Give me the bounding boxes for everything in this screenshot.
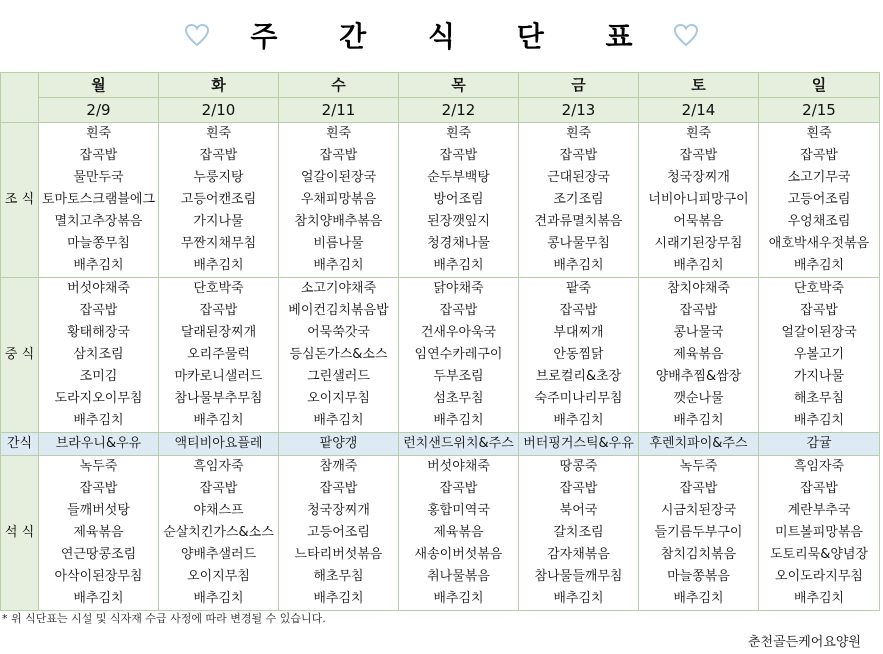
menu-item: 잡곡밥 xyxy=(800,303,838,318)
menu-item: 시래기된장무침 xyxy=(654,236,743,251)
day-header: 일 xyxy=(759,73,880,98)
menu-item: 삼치조림 xyxy=(73,347,124,362)
menu-item: 흰죽 xyxy=(325,126,352,141)
menu-item: 감자채볶음 xyxy=(547,547,610,562)
menu-item: 가지나물 xyxy=(193,214,244,229)
menu-item: 북어국 xyxy=(559,503,598,518)
title-bar xyxy=(0,12,883,58)
menu-item: 소고기야채죽 xyxy=(300,281,377,296)
menu-item: 흰죽 xyxy=(205,126,232,141)
menu-item: 잡곡밥 xyxy=(559,303,598,318)
dinner-menu-cell xyxy=(159,456,279,611)
menu-item: 참나물들깨무침 xyxy=(534,569,623,584)
menu-item: 배추김치 xyxy=(673,258,724,273)
lunch-menu-cell xyxy=(279,278,399,433)
menu-item: 오이지무침 xyxy=(187,569,250,584)
menu-item: 잡곡밥 xyxy=(79,303,118,318)
menu-item: 취나물볶음 xyxy=(427,569,490,584)
menu-item: 배추김치 xyxy=(193,591,244,606)
menu-item: 버섯야채죽 xyxy=(427,459,490,474)
menu-item: 멸치고추장볶음 xyxy=(54,214,143,229)
menu-item: 녹두죽 xyxy=(79,459,118,474)
dinner-menu-cell xyxy=(519,456,639,611)
menu-item: 참치양배추볶음 xyxy=(294,214,383,229)
menu-item: 잡곡밥 xyxy=(559,481,598,496)
date-header: 2/13 xyxy=(519,98,639,123)
menu-item: 버섯야채죽 xyxy=(67,281,130,296)
meal-label-breakfast xyxy=(1,123,39,278)
menu-item: 배추김치 xyxy=(433,413,484,428)
snack-menu-cell: 후렌치파이&주스 xyxy=(639,433,759,456)
menu-item: 참치야채죽 xyxy=(667,281,730,296)
menu-item: 제육볶음 xyxy=(73,525,124,540)
breakfast-menu-cell xyxy=(279,123,399,278)
menu-item: 조미김 xyxy=(79,369,118,384)
menu-item: 배추김치 xyxy=(673,413,724,428)
meal-label-text: 중 식 xyxy=(4,347,35,362)
breakfast-menu-cell xyxy=(39,123,159,278)
meal-label-snack xyxy=(1,433,39,456)
lunch-menu-cell xyxy=(399,278,519,433)
menu-item: 배추김치 xyxy=(793,413,845,428)
menu-item: 청국장찌개 xyxy=(307,503,370,518)
date-header: 2/15 xyxy=(759,98,880,123)
heart-icon xyxy=(673,23,699,47)
menu-item: 배추김치 xyxy=(793,258,845,273)
menu-item: 팥죽 xyxy=(565,281,592,296)
snack-menu-cell: 런치샌드위치&주스 xyxy=(399,433,519,456)
date-header: 2/10 xyxy=(159,98,279,123)
menu-item: 잡곡밥 xyxy=(79,148,118,163)
dinner-menu-cell xyxy=(759,456,880,611)
menu-item: 양배추샐러드 xyxy=(180,547,257,562)
menu-item: 참치김치볶음 xyxy=(660,547,737,562)
menu-item: 부대찌개 xyxy=(553,325,604,340)
dinner-menu-cell xyxy=(399,456,519,611)
menu-item: 그린샐러드 xyxy=(307,369,370,384)
meal-label-text: 간식 xyxy=(6,436,33,451)
menu-item: 잡곡밥 xyxy=(679,481,718,496)
menu-item: 브로컬리&초장 xyxy=(535,369,622,384)
lunch-menu-cell xyxy=(519,278,639,433)
menu-item: 흰죽 xyxy=(685,126,712,141)
menu-item: 배추김치 xyxy=(553,413,604,428)
menu-item: 배추김치 xyxy=(673,591,724,606)
menu-item: 등심돈가스&소스 xyxy=(289,347,388,362)
menu-item: 미트볼피망볶음 xyxy=(775,525,863,540)
menu-item: 갈치조림 xyxy=(553,525,604,540)
menu-item: 콩나물국 xyxy=(673,325,724,340)
menu-item: 배추김치 xyxy=(73,591,124,606)
date-header: 2/12 xyxy=(399,98,519,123)
menu-item: 잡곡밥 xyxy=(559,148,598,163)
organization-name: 춘천골든케어요양원 xyxy=(747,635,861,650)
menu-item: 가지나물 xyxy=(793,369,845,384)
menu-item: 근대된장국 xyxy=(547,170,610,185)
corner-cell xyxy=(1,73,39,123)
menu-item: 비름나물 xyxy=(313,236,364,251)
dinner-menu-cell xyxy=(39,456,159,611)
menu-item: 고등어조림 xyxy=(787,192,851,207)
lunch-menu-cell xyxy=(159,278,279,433)
menu-item: 잡곡밥 xyxy=(439,303,478,318)
menu-item: 마카로니샐러드 xyxy=(174,369,263,384)
menu-item: 순살치킨가스&소스 xyxy=(163,525,274,540)
menu-item: 배추김치 xyxy=(793,591,845,606)
date-header: 2/14 xyxy=(639,98,759,123)
snack-menu-cell: 감귤 xyxy=(759,433,880,456)
menu-item: 깻순나물 xyxy=(673,391,724,406)
menu-item: 두부조림 xyxy=(433,369,484,384)
menu-item: 흰죽 xyxy=(85,126,112,141)
menu-item: 섬초무침 xyxy=(433,391,484,406)
menu-item: 건새우아욱국 xyxy=(420,325,497,340)
breakfast-menu-cell xyxy=(759,123,880,278)
lunch-menu-cell xyxy=(639,278,759,433)
menu-item: 야채스프 xyxy=(193,503,244,518)
menu-item: 단호박죽 xyxy=(193,281,244,296)
menu-item: 잡곡밥 xyxy=(800,148,838,163)
meal-label-dinner xyxy=(1,456,39,611)
menu-item: 아삭이된장무침 xyxy=(54,569,143,584)
menu-item: 황태해장국 xyxy=(67,325,130,340)
menu-item: 잡곡밥 xyxy=(679,148,718,163)
menu-item: 배추김치 xyxy=(553,258,604,273)
menu-item: 배추김치 xyxy=(313,258,364,273)
meal-label-text: 석 식 xyxy=(4,525,35,540)
menu-item: 어묵쑥갓국 xyxy=(307,325,370,340)
menu-item: 잡곡밥 xyxy=(439,481,478,496)
menu-item: 우엉채조림 xyxy=(787,214,851,229)
menu-item: 어묵볶음 xyxy=(673,214,724,229)
menu-item: 오리주물럭 xyxy=(187,347,250,362)
breakfast-menu-cell xyxy=(159,123,279,278)
menu-item: 토마토스크램블에그 xyxy=(41,192,156,207)
menu-item: 시금치된장국 xyxy=(660,503,737,518)
page-title: 주 간 식 단 표 xyxy=(250,20,659,53)
menu-item: 청경채나물 xyxy=(427,236,490,251)
breakfast-menu-cell xyxy=(399,123,519,278)
menu-item: 제육볶음 xyxy=(673,347,724,362)
menu-item: 도라지오이무침 xyxy=(54,391,143,406)
menu-item: 새송이버섯볶음 xyxy=(414,547,503,562)
menu-item: 누룽지탕 xyxy=(193,170,244,185)
meal-label-lunch xyxy=(1,278,39,433)
menu-item: 닭야채죽 xyxy=(433,281,484,296)
menu-item: 단호박죽 xyxy=(793,281,845,296)
menu-item: 얼갈이된장국 xyxy=(300,170,377,185)
menu-item: 고등어캔조림 xyxy=(180,192,257,207)
menu-item: 청국장찌개 xyxy=(667,170,730,185)
menu-item: 배추김치 xyxy=(553,591,604,606)
menu-item: 흰죽 xyxy=(565,126,592,141)
menu-item: 계란부추국 xyxy=(787,503,851,518)
menu-item: 참나물부추무침 xyxy=(174,391,263,406)
date-header: 2/11 xyxy=(279,98,399,123)
snack-menu-cell: 액티비아요플레 xyxy=(159,433,279,456)
day-header: 토 xyxy=(639,73,759,98)
menu-item: 들깨버섯탕 xyxy=(67,503,130,518)
menu-item: 흰죽 xyxy=(806,126,832,141)
menu-item: 땅콩죽 xyxy=(559,459,598,474)
menu-item: 달래된장찌개 xyxy=(180,325,257,340)
menu-item: 배추김치 xyxy=(193,258,244,273)
day-header: 목 xyxy=(399,73,519,98)
menu-item: 콩나물무침 xyxy=(547,236,610,251)
menu-item: 잡곡밥 xyxy=(199,148,238,163)
menu-item: 잡곡밥 xyxy=(800,481,838,496)
menu-item: 배추김치 xyxy=(433,258,484,273)
snack-menu-cell: 브라우니&우유 xyxy=(39,433,159,456)
menu-item: 우볼고기 xyxy=(793,347,845,362)
menu-item: 조기조림 xyxy=(553,192,604,207)
menu-item: 양배추찜&쌈장 xyxy=(655,369,742,384)
menu-item: 제육볶음 xyxy=(433,525,484,540)
day-header: 금 xyxy=(519,73,639,98)
menu-item: 흑임자죽 xyxy=(193,459,244,474)
snack-menu-cell: 버터핑거스틱&우유 xyxy=(519,433,639,456)
footer-note: * 위 식단표는 시설 및 식자재 수급 사정에 따라 변경될 수 있습니다. xyxy=(2,612,326,625)
menu-item: 홍합미역국 xyxy=(427,503,490,518)
menu-item: 들기름두부구이 xyxy=(654,525,743,540)
menu-item: 숙주미나리무침 xyxy=(534,391,623,406)
menu-item: 방어조림 xyxy=(433,192,484,207)
menu-item: 잡곡밥 xyxy=(199,303,238,318)
menu-item: 느타리버섯볶음 xyxy=(294,547,383,562)
menu-item: 참깨죽 xyxy=(319,459,358,474)
lunch-menu-cell xyxy=(39,278,159,433)
menu-item: 배추김치 xyxy=(73,413,124,428)
menu-item: 순두부백탕 xyxy=(427,170,490,185)
breakfast-menu-cell xyxy=(639,123,759,278)
menu-item: 연근땅콩조림 xyxy=(60,547,137,562)
snack-menu-cell: 팥양갱 xyxy=(279,433,399,456)
menu-item: 해초무침 xyxy=(793,391,845,406)
dinner-menu-cell xyxy=(279,456,399,611)
menu-item: 잡곡밥 xyxy=(199,481,238,496)
menu-item: 너비아니피망구이 xyxy=(648,192,749,207)
breakfast-menu-cell xyxy=(519,123,639,278)
menu-item: 잡곡밥 xyxy=(319,148,358,163)
menu-item: 잡곡밥 xyxy=(679,303,718,318)
menu-item: 얼갈이된장국 xyxy=(781,325,857,340)
heart-icon xyxy=(184,23,210,47)
menu-item: 임연수카레구이 xyxy=(414,347,503,362)
menu-item: 도토리묵&양념장 xyxy=(769,547,869,562)
menu-item: 물만두국 xyxy=(73,170,124,185)
menu-item: 배추김치 xyxy=(313,413,364,428)
lunch-menu-cell xyxy=(759,278,880,433)
menu-item: 배추김치 xyxy=(433,591,484,606)
menu-item: 오이지무침 xyxy=(307,391,370,406)
weekly-menu-table xyxy=(0,72,880,611)
menu-item: 오이도라지무침 xyxy=(775,569,863,584)
menu-item: 소고기무국 xyxy=(787,170,851,185)
menu-item: 안동찜닭 xyxy=(553,347,604,362)
day-header: 수 xyxy=(279,73,399,98)
menu-item: 우채피망볶음 xyxy=(300,192,377,207)
menu-item: 고등어조림 xyxy=(307,525,370,540)
menu-item: 마늘쫑무침 xyxy=(67,236,130,251)
menu-item: 된장깻잎지 xyxy=(427,214,490,229)
menu-item: 배추김치 xyxy=(313,591,364,606)
menu-item: 무짠지채무침 xyxy=(180,236,257,251)
menu-item: 잡곡밥 xyxy=(319,481,358,496)
menu-item: 마늘쫑볶음 xyxy=(667,569,730,584)
date-header: 2/9 xyxy=(39,98,159,123)
menu-item: 견과류멸치볶음 xyxy=(534,214,623,229)
menu-item: 흰죽 xyxy=(445,126,472,141)
menu-item: 흑임자죽 xyxy=(793,459,845,474)
menu-item: 잡곡밥 xyxy=(439,148,478,163)
menu-item: 잡곡밥 xyxy=(79,481,118,496)
menu-item: 배추김치 xyxy=(73,258,124,273)
dinner-menu-cell xyxy=(639,456,759,611)
menu-item: 녹두죽 xyxy=(679,459,718,474)
day-header: 화 xyxy=(159,73,279,98)
menu-item: 배추김치 xyxy=(193,413,244,428)
menu-item: 해초무침 xyxy=(313,569,364,584)
menu-item: 애호박새우젓볶음 xyxy=(768,236,870,251)
meal-label-text: 조 식 xyxy=(4,192,35,207)
day-header: 월 xyxy=(39,73,159,98)
menu-item: 베이컨김치볶음밥 xyxy=(288,303,389,318)
